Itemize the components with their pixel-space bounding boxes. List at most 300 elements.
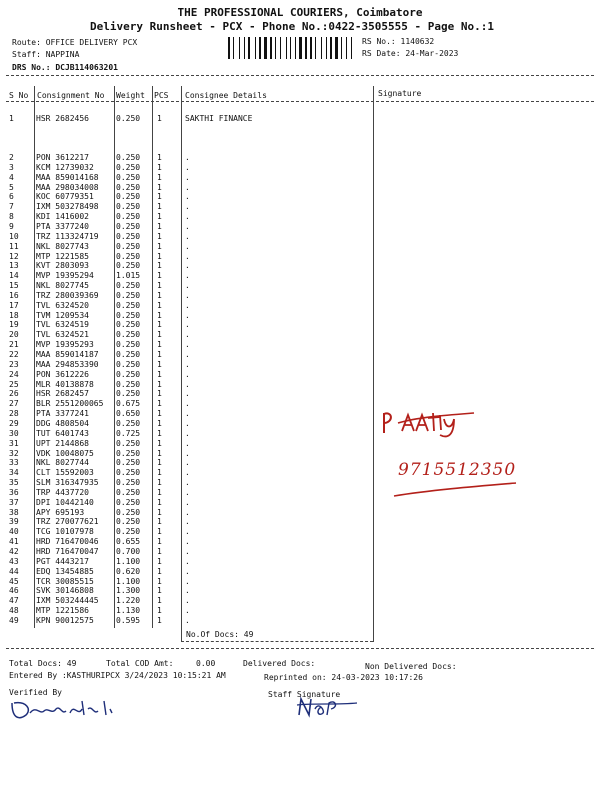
- row-consignment-no: IXM 503244445: [36, 596, 99, 606]
- entered-by: Entered By :KASTHURIPCX 3/24/2023 10:15:21 AM: [9, 671, 226, 680]
- row-pcs: 1: [157, 448, 162, 458]
- row-pcs: 1: [157, 153, 162, 162]
- row-pcs: 1: [157, 320, 162, 330]
- row-consignment-no: TVM 1209534: [36, 310, 89, 320]
- row-sno: 39: [9, 517, 19, 527]
- row-consignee: .: [185, 202, 190, 212]
- delivered-docs: Delivered Docs:: [243, 659, 316, 668]
- barcode-bar: [257, 37, 258, 59]
- row-weight: 0.250: [116, 300, 141, 310]
- row-weight: 0.250: [116, 153, 141, 162]
- row-consignee: .: [185, 251, 190, 261]
- row-weight: 0.250: [116, 310, 141, 320]
- row-consignee: .: [185, 330, 190, 340]
- row-consignment-no: MAA 859014187: [36, 350, 99, 359]
- col-pcs: PCS: [154, 91, 169, 100]
- row-pcs: 1: [157, 330, 162, 340]
- row-weight: 0.700: [116, 547, 141, 556]
- row-pcs: 1: [157, 192, 162, 202]
- row-weight: 0.250: [116, 114, 141, 123]
- row-consignment-no: HRD 716470047: [36, 547, 99, 556]
- row-sno: 34: [9, 468, 19, 478]
- row-sno: 7: [9, 202, 14, 212]
- row-consignment-no: TVL 6324521: [36, 330, 89, 340]
- row-sno: 29: [9, 418, 19, 428]
- table-row: [0, 173, 600, 183]
- row-pcs: 1: [157, 399, 162, 409]
- table-row: [0, 399, 600, 409]
- row-consignment-no: SVK 30146808: [36, 586, 94, 596]
- row-sno: 8: [9, 212, 14, 222]
- barcode-bar: [268, 37, 269, 59]
- table-row: [0, 409, 600, 419]
- table-row: [0, 350, 600, 360]
- row-weight: 0.250: [116, 182, 141, 192]
- row-weight: 0.250: [116, 320, 141, 330]
- row-consignment-no: TRP 4437720: [36, 487, 89, 497]
- row-consignee: .: [185, 527, 190, 537]
- row-consignee: .: [185, 379, 190, 389]
- row-consignee: .: [185, 615, 190, 625]
- row-consignee: .: [185, 438, 190, 448]
- row-pcs: 1: [157, 547, 162, 556]
- row-weight: 0.250: [116, 389, 141, 399]
- barcode-bar: [286, 37, 288, 59]
- divider: [181, 641, 373, 642]
- barcode-bar: [315, 37, 316, 59]
- total-docs: Total Docs: 49: [9, 659, 77, 668]
- row-sno: 21: [9, 340, 19, 350]
- row-consignee: .: [185, 478, 190, 488]
- table-row: [0, 222, 600, 232]
- barcode-bar: [264, 37, 267, 59]
- row-sno: 31: [9, 438, 19, 448]
- row-consignment-no: KDI 1416002: [36, 212, 89, 222]
- route-label: Route: OFFICE DELIVERY PCX: [12, 38, 138, 47]
- row-sno: 47: [9, 596, 19, 606]
- row-consignment-no: TRZ 280039369: [36, 290, 99, 300]
- barcode-bar: [303, 37, 304, 59]
- row-pcs: 1: [157, 576, 162, 586]
- barcode-bar: [241, 37, 243, 59]
- row-consignment-no: MAA 294853390: [36, 359, 99, 369]
- row-consignee: .: [185, 212, 190, 222]
- row-consignee: .: [185, 576, 190, 586]
- row-consignment-no: PON 3612217: [36, 153, 89, 162]
- row-weight: 1.015: [116, 271, 141, 281]
- row-pcs: 1: [157, 556, 162, 566]
- row-weight: 0.250: [116, 418, 141, 428]
- row-sno: 26: [9, 389, 19, 399]
- row-sno: 32: [9, 448, 19, 458]
- col-weight: Weight: [116, 91, 145, 100]
- row-consignment-no: KCM 12739032: [36, 162, 94, 172]
- barcode-bar: [246, 37, 247, 59]
- row-consignee: SAKTHI FINANCE: [185, 114, 253, 123]
- table-row: [0, 419, 600, 429]
- row-pcs: 1: [157, 586, 162, 596]
- row-weight: 0.250: [116, 478, 141, 488]
- row-weight: 0.250: [116, 281, 141, 291]
- row-pcs: 1: [157, 212, 162, 222]
- row-pcs: 1: [157, 251, 162, 261]
- row-weight: 0.250: [116, 468, 141, 478]
- table-row: [0, 586, 600, 596]
- table-row: [0, 242, 600, 252]
- row-consignment-no: TUT 6401743: [36, 428, 89, 438]
- row-weight: 0.650: [116, 409, 141, 419]
- row-consignment-no: MAA 859014168: [36, 172, 99, 182]
- row-consignee: .: [185, 162, 190, 172]
- row-pcs: 1: [157, 428, 162, 438]
- table-row: [0, 320, 600, 330]
- row-pcs: 1: [157, 487, 162, 497]
- table-row: [0, 271, 600, 281]
- row-consignment-no: HRD 716470046: [36, 537, 99, 547]
- row-consignee: .: [185, 369, 190, 379]
- row-sno: 48: [9, 606, 19, 616]
- row-sno: 28: [9, 409, 19, 419]
- table-row: [0, 192, 600, 202]
- row-weight: 0.250: [116, 221, 141, 231]
- row-pcs: 1: [157, 231, 162, 241]
- row-consignment-no: NKL 8027745: [36, 281, 89, 291]
- table-row: [0, 301, 600, 311]
- header-divider: [6, 101, 594, 102]
- row-sno: 12: [9, 251, 19, 261]
- row-weight: 0.250: [116, 369, 141, 379]
- table-row: [0, 429, 600, 439]
- row-consignment-no: PON 3612226: [36, 369, 89, 379]
- row-pcs: 1: [157, 261, 162, 271]
- barcode-bar: [330, 37, 332, 59]
- table-row: [0, 616, 600, 626]
- barcode-bar: [290, 37, 291, 59]
- row-sno: 3: [9, 162, 14, 172]
- row-sno: 23: [9, 359, 19, 369]
- row-weight: 0.250: [116, 507, 141, 517]
- barcode-bar: [339, 37, 340, 59]
- row-weight: 0.250: [116, 212, 141, 222]
- row-weight: 0.250: [116, 458, 141, 468]
- row-consignee: .: [185, 428, 190, 438]
- table-row: [0, 547, 600, 557]
- row-consignee: .: [185, 487, 190, 497]
- row-consignee: .: [185, 221, 190, 231]
- row-consignee: .: [185, 409, 190, 419]
- barcode-bar: [244, 37, 245, 59]
- table-row: [0, 183, 600, 193]
- row-pcs: 1: [157, 537, 162, 547]
- row-pcs: 1: [157, 114, 162, 123]
- barcode-bar: [270, 37, 272, 59]
- row-consignee: .: [185, 517, 190, 527]
- row-weight: 0.620: [116, 566, 141, 576]
- row-pcs: 1: [157, 310, 162, 320]
- row-sno: 37: [9, 497, 19, 507]
- barcode-bar: [239, 37, 240, 59]
- rs-number: RS No.: 1140632: [362, 37, 435, 46]
- barcode-bar: [335, 37, 338, 59]
- row-consignment-no: TCR 30085515: [36, 576, 94, 586]
- row-sno: 30: [9, 428, 19, 438]
- row-pcs: 1: [157, 350, 162, 359]
- row-weight: 0.250: [116, 172, 141, 182]
- barcode-bar: [323, 37, 325, 59]
- row-weight: 0.725: [116, 428, 141, 438]
- row-pcs: 1: [157, 271, 162, 281]
- col-signature: Signature: [378, 89, 422, 98]
- barcode-bar: [231, 37, 232, 59]
- row-weight: 0.250: [116, 251, 141, 261]
- barcode-bar: [259, 37, 261, 59]
- row-sno: 38: [9, 507, 19, 517]
- table-row: [0, 508, 600, 518]
- row-sno: 16: [9, 290, 19, 300]
- barcode-bar: [292, 37, 294, 59]
- row-consignee: .: [185, 537, 190, 547]
- row-consignment-no: TCG 10107978: [36, 527, 94, 537]
- row-consignment-no: PGT 4443217: [36, 556, 89, 566]
- row-pcs: 1: [157, 615, 162, 625]
- row-pcs: 1: [157, 497, 162, 507]
- barcode-bar: [333, 37, 334, 59]
- row-consignee: .: [185, 458, 190, 468]
- row-consignee: .: [185, 261, 190, 271]
- row-pcs: 1: [157, 606, 162, 616]
- row-consignee: .: [185, 310, 190, 320]
- reprinted-on: Reprinted on: 24-03-2023 10:17:26: [264, 673, 423, 682]
- row-weight: 0.250: [116, 497, 141, 507]
- row-consignment-no: HSR 2682456: [36, 114, 89, 123]
- table-row: [0, 311, 600, 321]
- barcode-bar: [280, 37, 281, 59]
- row-consignment-no: EDQ 13454885: [36, 566, 94, 576]
- barcode: [228, 37, 356, 59]
- non-delivered-docs: Non Delivered Docs:: [365, 662, 457, 671]
- verified-by: Verified By: [9, 688, 62, 697]
- table-row: [0, 360, 600, 370]
- barcode-bar: [346, 37, 347, 59]
- row-pcs: 1: [157, 507, 162, 517]
- row-sno: 14: [9, 271, 19, 281]
- row-consignment-no: SLM 316347935: [36, 478, 99, 488]
- barcode-bar: [282, 37, 285, 59]
- row-sno: 27: [9, 399, 19, 409]
- row-consignee: .: [185, 340, 190, 350]
- row-weight: 1.100: [116, 576, 141, 586]
- row-pcs: 1: [157, 517, 162, 527]
- row-sno: 49: [9, 615, 19, 625]
- row-weight: 0.250: [116, 448, 141, 458]
- row-consignment-no: TVL 6324519: [36, 320, 89, 330]
- row-pcs: 1: [157, 596, 162, 606]
- barcode-bar: [273, 37, 274, 59]
- row-consignee: .: [185, 241, 190, 251]
- row-sno: 43: [9, 556, 19, 566]
- col-consignment: Consignment No: [37, 91, 105, 100]
- table-row: [0, 114, 600, 124]
- divider: [6, 648, 594, 649]
- col-sno: S No: [9, 91, 29, 100]
- row-weight: 0.250: [116, 527, 141, 537]
- row-weight: 0.250: [116, 438, 141, 448]
- barcode-bar: [321, 37, 322, 59]
- table-row: [0, 567, 600, 577]
- row-consignment-no: MTP 1221585: [36, 251, 89, 261]
- row-weight: 0.250: [116, 162, 141, 172]
- row-weight: 1.100: [116, 556, 141, 566]
- barcode-bar: [248, 37, 250, 59]
- barcode-bar: [343, 37, 345, 59]
- barcode-bar: [277, 37, 279, 59]
- barcode-bar: [262, 37, 263, 59]
- row-sno: 35: [9, 478, 19, 488]
- barcode-bar: [308, 37, 309, 59]
- barcode-bar: [305, 37, 307, 59]
- row-weight: 0.595: [116, 615, 141, 625]
- row-sno: 46: [9, 586, 19, 596]
- row-sno: 4: [9, 172, 14, 182]
- row-pcs: 1: [157, 478, 162, 488]
- row-sno: 2: [9, 153, 14, 162]
- row-consignee: .: [185, 359, 190, 369]
- table-row: [0, 606, 600, 616]
- row-weight: 0.675: [116, 399, 141, 409]
- row-sno: 20: [9, 330, 19, 340]
- barcode-bar: [251, 37, 254, 59]
- row-consignment-no: MVP 19395294: [36, 271, 94, 281]
- row-consignee: .: [185, 389, 190, 399]
- row-consignment-no: MLR 40138878: [36, 379, 94, 389]
- row-consignee: .: [185, 182, 190, 192]
- row-consignee: .: [185, 566, 190, 576]
- row-sno: 22: [9, 350, 19, 359]
- table-row: [0, 537, 600, 547]
- row-consignee: .: [185, 507, 190, 517]
- table-row: [0, 389, 600, 399]
- table-row: [0, 370, 600, 380]
- divider: [6, 75, 594, 76]
- row-consignee: .: [185, 350, 190, 359]
- row-consignee: .: [185, 468, 190, 478]
- row-pcs: 1: [157, 379, 162, 389]
- row-weight: 0.250: [116, 359, 141, 369]
- table-row: [0, 517, 600, 527]
- row-pcs: 1: [157, 458, 162, 468]
- row-sno: 19: [9, 320, 19, 330]
- row-consignment-no: DDG 4808504: [36, 418, 89, 428]
- row-weight: 1.220: [116, 596, 141, 606]
- row-sno: 13: [9, 261, 19, 271]
- row-pcs: 1: [157, 409, 162, 419]
- table-row: [0, 232, 600, 242]
- no-of-docs: No.Of Docs: 49: [186, 630, 254, 639]
- row-sno: 17: [9, 300, 19, 310]
- row-consignment-no: KVT 2803093: [36, 261, 89, 271]
- row-weight: 0.250: [116, 379, 141, 389]
- row-consignee: .: [185, 399, 190, 409]
- barcode-bar: [235, 37, 238, 59]
- row-sno: 18: [9, 310, 19, 320]
- row-weight: 0.250: [116, 517, 141, 527]
- row-consignment-no: APY 695193: [36, 507, 85, 517]
- row-weight: 0.250: [116, 340, 141, 350]
- row-pcs: 1: [157, 389, 162, 399]
- row-weight: 0.250: [116, 350, 141, 359]
- table-row: [0, 439, 600, 449]
- table-row: [0, 163, 600, 173]
- row-consignment-no: MAA 298034008: [36, 182, 99, 192]
- row-consignee: .: [185, 448, 190, 458]
- barcode-bar: [348, 37, 350, 59]
- barcode-bar: [341, 37, 342, 59]
- row-consignment-no: UPT 2144868: [36, 438, 89, 448]
- barcode-bar: [275, 37, 276, 59]
- row-consignment-no: PTA 3377240: [36, 221, 89, 231]
- barcode-bar: [288, 37, 289, 59]
- barcode-bar: [295, 37, 296, 59]
- staff-signature-mark: [295, 693, 365, 721]
- table-row: [0, 380, 600, 390]
- barcode-bar: [313, 37, 314, 59]
- row-pcs: 1: [157, 221, 162, 231]
- row-pcs: 1: [157, 202, 162, 212]
- row-consignment-no: KOC 60779351: [36, 192, 94, 202]
- row-consignee: .: [185, 606, 190, 616]
- row-consignment-no: DPI 10442140: [36, 497, 94, 507]
- row-weight: 0.250: [116, 192, 141, 202]
- barcode-bar: [326, 37, 327, 59]
- table-row: [0, 212, 600, 222]
- receiver-signature: [378, 405, 498, 440]
- row-weight: 1.130: [116, 606, 141, 616]
- row-consignment-no: TRZ 270077621: [36, 517, 99, 527]
- row-consignee: .: [185, 192, 190, 202]
- verified-signature: [8, 695, 128, 725]
- table-row: [0, 330, 600, 340]
- row-consignee: .: [185, 596, 190, 606]
- table-row: [0, 261, 600, 271]
- row-consignee: .: [185, 556, 190, 566]
- row-pcs: 1: [157, 566, 162, 576]
- row-pcs: 1: [157, 527, 162, 537]
- row-consignment-no: IXM 503278498: [36, 202, 99, 212]
- row-pcs: 1: [157, 182, 162, 192]
- row-sno: 24: [9, 369, 19, 379]
- row-consignee: .: [185, 281, 190, 291]
- col-consignee: Consignee Details: [185, 91, 267, 100]
- table-row: [0, 153, 600, 163]
- row-weight: 1.300: [116, 586, 141, 596]
- row-weight: 0.250: [116, 261, 141, 271]
- row-pcs: 1: [157, 340, 162, 350]
- phone-underline: [390, 480, 520, 500]
- row-consignee: .: [185, 300, 190, 310]
- barcode-bar: [351, 37, 352, 59]
- barcode-bar: [353, 37, 356, 59]
- row-consignment-no: KPN 90012575: [36, 615, 94, 625]
- row-consignee: .: [185, 271, 190, 281]
- row-weight: 0.655: [116, 537, 141, 547]
- row-consignee: .: [185, 153, 190, 162]
- drs-number: DRS No.: DCJB114063201: [12, 63, 118, 72]
- row-consignment-no: VDK 10048075: [36, 448, 94, 458]
- table-row: [0, 291, 600, 301]
- row-pcs: 1: [157, 468, 162, 478]
- rs-date: RS Date: 24-Mar-2023: [362, 49, 459, 58]
- table-row: [0, 340, 600, 350]
